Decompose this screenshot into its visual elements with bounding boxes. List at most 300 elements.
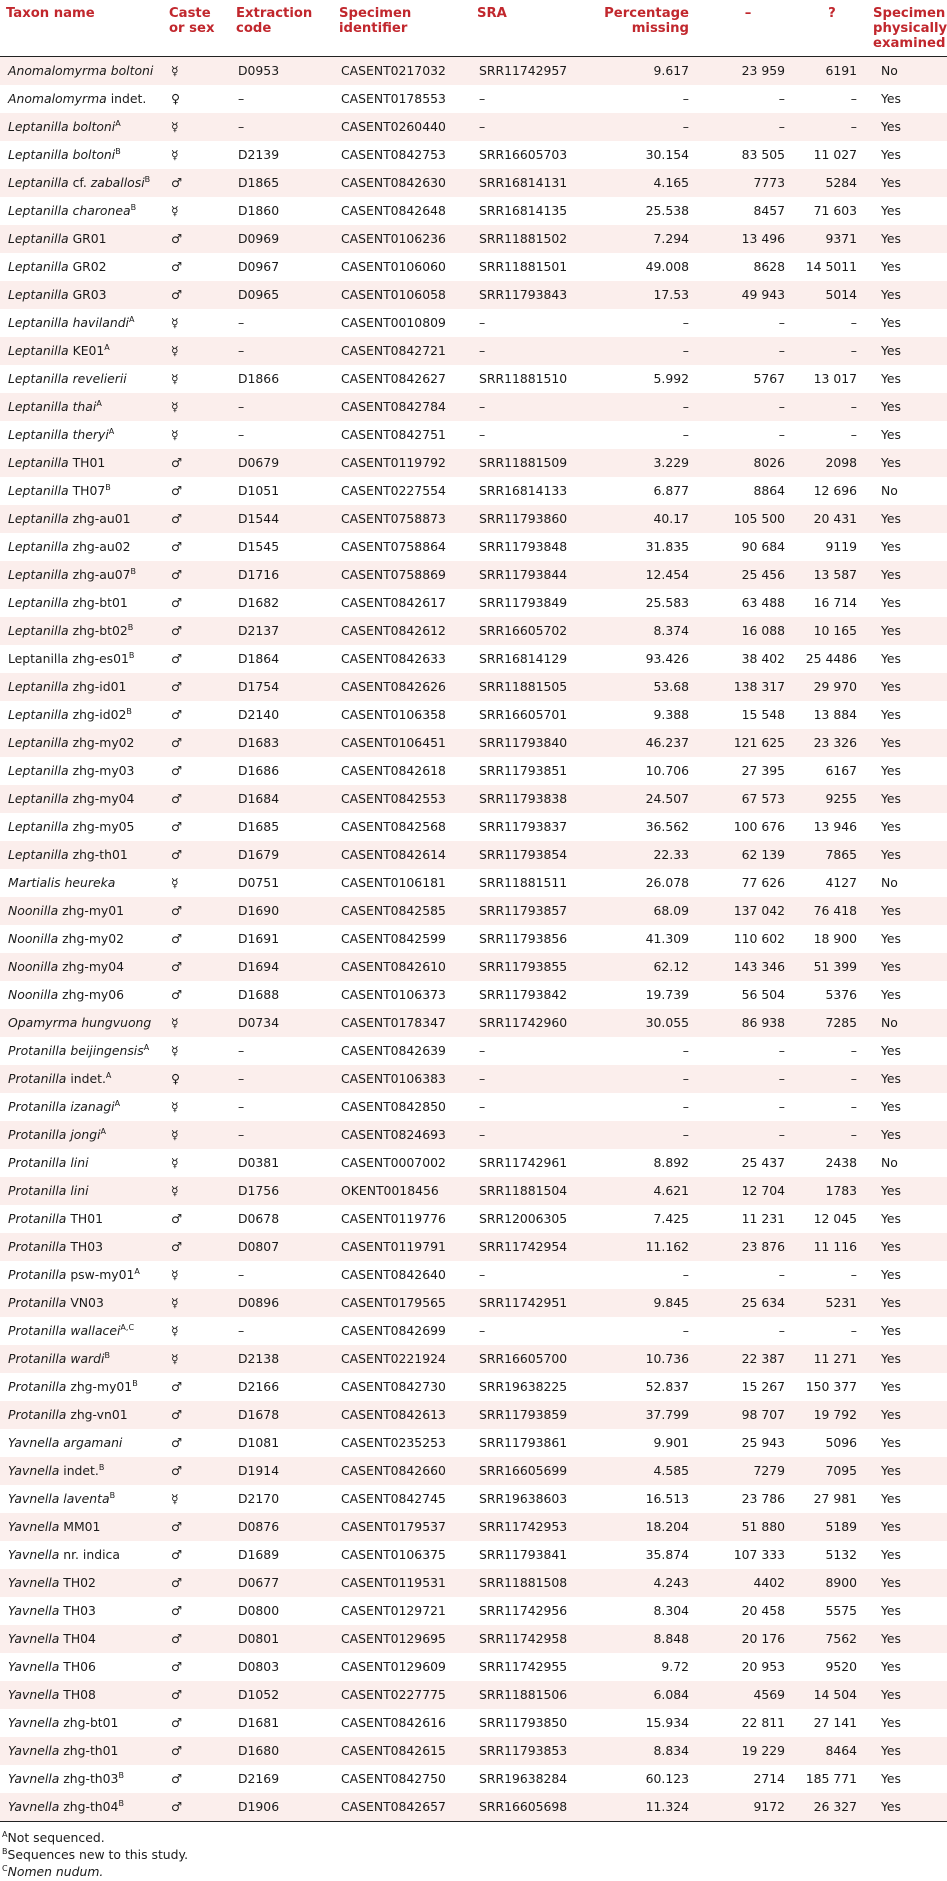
dash-value-cell: 62 139 [699,841,795,869]
caste-sex-cell: ♀ [163,1065,230,1093]
specimen-id-cell: CASENT0007002 [333,1149,471,1177]
specimen-id-cell: CASENT0842633 [333,645,471,673]
footnote-mark: A [2,1829,8,1839]
specimen-id-cell: CASENT0119531 [333,1569,471,1597]
taxon-species: revelierii [72,370,127,386]
percentage-missing-cell: 9.901 [589,1429,699,1457]
dash-value-cell: 25 456 [699,561,795,589]
footnote-mark: C [2,1863,8,1873]
taxon-genus: Protanilla [8,1350,67,1366]
specimen-id-cell: CASENT0758869 [333,561,471,589]
taxon-name-cell [0,813,163,841]
dash-value-cell: 19 229 [699,1737,795,1765]
extraction-code-cell: – [230,393,333,421]
specimen-id-cell: CASENT0129721 [333,1597,471,1625]
extraction-code-cell: D0677 [230,1569,333,1597]
table-row [0,785,947,813]
taxon-genus: Leptanilla [8,566,69,582]
question-value-cell: 5231 [795,1289,867,1317]
dash-value-cell: 100 676 [699,813,795,841]
taxon-code: zhg-bt01 [68,594,128,610]
sra-cell: SRR11881504 [471,1177,589,1205]
dash-value-cell: 67 573 [699,785,795,813]
dash-value-cell: – [699,1037,795,1065]
col-question: ? [795,0,867,56]
caste-sex-cell: ♂ [163,561,230,589]
extraction-code-cell: D1545 [230,533,333,561]
dash-value-cell: 15 548 [699,701,795,729]
extraction-code-cell: D1865 [230,169,333,197]
percentage-missing-cell: 46.237 [589,729,699,757]
sra-cell: – [471,393,589,421]
percentage-missing-cell: 12.454 [589,561,699,589]
question-value-cell: 6167 [795,757,867,785]
extraction-code-cell: D0953 [230,56,333,85]
table-row [0,365,947,393]
taxon-name-cell [0,113,163,141]
examined-cell: Yes [867,141,947,169]
table-row [0,1373,947,1401]
sra-cell: SRR16605700 [471,1345,589,1373]
taxon-code: TH04 [59,1630,96,1646]
taxon-genus: Yavnella [8,1798,60,1814]
percentage-missing-cell: 8.374 [589,617,699,645]
examined-cell: Yes [867,1177,947,1205]
footnote-marker: B [115,146,121,156]
question-value-cell: – [795,337,867,365]
taxon-code: zhg-my03 [68,762,135,778]
taxon-name-cell [0,1513,163,1541]
extraction-code-cell: D0801 [230,1625,333,1653]
examined-cell: Yes [867,645,947,673]
extraction-code-cell: D1544 [230,505,333,533]
footnote-marker: B [132,1378,138,1388]
caste-sex-cell: ♂ [163,1765,230,1793]
taxon-genus: Opamyrma [8,1014,78,1030]
examined-cell: Yes [867,365,947,393]
dash-value-cell: 56 504 [699,981,795,1009]
sra-cell: SRR11793854 [471,841,589,869]
specimen-id-cell: CASENT0842784 [333,393,471,421]
specimen-id-cell: CASENT0842660 [333,1457,471,1485]
question-value-cell: – [795,1261,867,1289]
sra-cell: SRR11742953 [471,1513,589,1541]
table-row [0,56,947,85]
examined-cell: No [867,477,947,505]
taxon-code: zhg-th04 [59,1798,119,1814]
extraction-code-cell: D0969 [230,225,333,253]
dash-value-cell: 8864 [699,477,795,505]
dash-value-cell: 23 959 [699,56,795,85]
taxon-code: indet. [106,90,147,106]
taxon-species: charonea [72,202,131,218]
sra-cell: SRR11793861 [471,1429,589,1457]
taxon-name-cell [0,1569,163,1597]
specimen-id-cell: CASENT0842626 [333,673,471,701]
extraction-code-cell: D0678 [230,1205,333,1233]
caste-sex-cell: ☿ [163,56,230,85]
percentage-missing-cell: 6.084 [589,1681,699,1709]
table-row [0,225,947,253]
specimen-id-cell: CASENT0106181 [333,869,471,897]
caste-sex-cell: ♂ [163,1401,230,1429]
specimen-id-cell: CASENT0842585 [333,897,471,925]
question-value-cell: 5132 [795,1541,867,1569]
caste-sex-cell: ♂ [163,1373,230,1401]
taxon-name-cell [0,897,163,925]
extraction-code-cell: D1914 [230,1457,333,1485]
col-physically-examined: Specimen physically examined [867,0,947,56]
col-taxon-name: Taxon name [0,0,163,56]
examined-cell: Yes [867,1457,947,1485]
sra-cell: – [471,1093,589,1121]
dash-value-cell: 7279 [699,1457,795,1485]
percentage-missing-cell: 15.934 [589,1709,699,1737]
caste-sex-cell: ♂ [163,1681,230,1709]
examined-cell: Yes [867,925,947,953]
table-row [0,1261,947,1289]
percentage-missing-cell: 6.877 [589,477,699,505]
question-value-cell: – [795,1121,867,1149]
specimen-id-cell: CASENT0842617 [333,589,471,617]
sra-cell: – [471,1065,589,1093]
caste-sex-cell: ♂ [163,925,230,953]
taxon-code: GR03 [68,286,107,302]
percentage-missing-cell: 60.123 [589,1765,699,1793]
taxon-genus: Leptanilla [8,762,69,778]
question-value-cell: 5189 [795,1513,867,1541]
caste-sex-cell: ☿ [163,1177,230,1205]
taxon-species: izanagi [70,1098,115,1114]
table-row [0,1457,947,1485]
taxon-genus: Leptanilla [8,706,69,722]
taxon-genus: Yavnella [8,1602,60,1618]
specimen-id-cell: CASENT0842616 [333,1709,471,1737]
caste-sex-cell: ♂ [163,1541,230,1569]
question-value-cell: 4127 [795,869,867,897]
footnote-marker: A [100,1126,106,1136]
question-value-cell: – [795,85,867,113]
caste-sex-cell: ♂ [163,533,230,561]
taxon-name-cell [0,393,163,421]
taxon-species: heureka [64,874,116,890]
caste-sex-cell: ♂ [163,449,230,477]
taxon-code: TH01 [66,1210,103,1226]
dash-value-cell: 4402 [699,1569,795,1597]
question-value-cell: 7285 [795,1009,867,1037]
taxon-name-cell [0,1737,163,1765]
caste-sex-cell: ♂ [163,253,230,281]
taxon-code: zhg-id01 [68,678,127,694]
taxon-genus: Protanilla [8,1126,67,1142]
taxon-genus: Leptanilla [8,846,69,862]
dash-value-cell: 137 042 [699,897,795,925]
caste-sex-cell: ♂ [163,897,230,925]
table-row [0,1429,947,1457]
taxon-genus: Leptanilla [8,426,69,442]
dash-value-cell: – [699,337,795,365]
question-value-cell: 5096 [795,1429,867,1457]
taxon-genus: Leptanilla [8,482,69,498]
examined-cell: Yes [867,281,947,309]
taxon-species: wardi [70,1350,105,1366]
taxon-genus: Leptanilla [8,146,69,162]
col-specimen-identifier: Specimen identifier [333,0,471,56]
percentage-missing-cell: 24.507 [589,785,699,813]
footnote-marker: B [118,1770,124,1780]
specimen-id-cell: CASENT0842615 [333,1737,471,1765]
taxon-qualifier: cf. [68,174,91,190]
specimen-id-cell: CASENT0842610 [333,953,471,981]
sra-cell: SRR16814131 [471,169,589,197]
caste-sex-cell: ♂ [163,1513,230,1541]
taxon-genus: Anomalomyrma [8,62,107,78]
dash-value-cell: – [699,113,795,141]
taxon-name-cell [0,785,163,813]
dash-value-cell: – [699,1261,795,1289]
percentage-missing-cell: 8.834 [589,1737,699,1765]
specimen-id-cell: CASENT0179565 [333,1289,471,1317]
taxon-code: zhg-my05 [68,818,135,834]
table-row [0,1065,947,1093]
examined-cell: Yes [867,813,947,841]
caste-sex-cell: ♂ [163,281,230,309]
taxon-name-cell [0,981,163,1009]
sra-cell: SRR16605699 [471,1457,589,1485]
table-row [0,1653,947,1681]
table-body [0,56,947,1821]
caste-sex-cell: ☿ [163,337,230,365]
question-value-cell: 18 900 [795,925,867,953]
taxon-name-cell [0,1653,163,1681]
percentage-missing-cell: 30.055 [589,1009,699,1037]
taxon-name-cell [0,841,163,869]
specimen-id-cell: CASENT0842721 [333,337,471,365]
taxon-code: zhg-au01 [68,510,131,526]
specimen-id-cell: CASENT0106375 [333,1541,471,1569]
question-value-cell: 9119 [795,533,867,561]
taxon-genus: Yavnella [8,1742,60,1758]
dash-value-cell: 25 437 [699,1149,795,1177]
taxon-name-cell [0,869,163,897]
dash-value-cell: 143 346 [699,953,795,981]
percentage-missing-cell: 30.154 [589,141,699,169]
percentage-missing-cell: 9.388 [589,701,699,729]
caste-sex-cell: ♂ [163,225,230,253]
taxon-genus: Leptanilla [8,538,69,554]
taxon-genus: Protanilla [8,1238,67,1254]
extraction-code-cell: D1081 [230,1429,333,1457]
sra-cell: SRR11793853 [471,1737,589,1765]
table-row [0,617,947,645]
taxon-genus: Martialis [8,874,61,890]
taxon-name-cell [0,1149,163,1177]
percentage-missing-cell: 4.165 [589,169,699,197]
extraction-code-cell: D2170 [230,1485,333,1513]
percentage-missing-cell: – [589,1121,699,1149]
taxon-genus: Yavnella [8,1490,60,1506]
specimen-id-cell: CASENT0842699 [333,1317,471,1345]
question-value-cell: – [795,113,867,141]
footnote-mark: B [2,1846,8,1856]
taxon-genus: Leptanilla [8,202,69,218]
taxon-species: beijingensis [70,1042,144,1058]
examined-cell: Yes [867,505,947,533]
table-row [0,897,947,925]
table-row [0,1345,947,1373]
extraction-code-cell: D0800 [230,1597,333,1625]
taxon-code: TH03 [66,1238,103,1254]
extraction-code-cell: – [230,1093,333,1121]
percentage-missing-cell: 62.12 [589,953,699,981]
dash-value-cell: 5767 [699,365,795,393]
question-value-cell: 2098 [795,449,867,477]
sra-cell: SRR11793859 [471,1401,589,1429]
percentage-missing-cell: – [589,1261,699,1289]
taxon-name-text: Leptanilla zhg-es01 [8,650,129,666]
examined-cell: Yes [867,1261,947,1289]
taxon-genus: Leptanilla [8,454,69,470]
dash-value-cell: 2714 [699,1765,795,1793]
taxon-name-cell [0,1485,163,1513]
caste-sex-cell: ♂ [163,953,230,981]
taxon-code: zhg-id02 [68,706,127,722]
caste-sex-cell: ♂ [163,1653,230,1681]
taxon-name-cell [0,1401,163,1429]
table-row [0,113,947,141]
question-value-cell: 9371 [795,225,867,253]
dash-value-cell: 22 387 [699,1345,795,1373]
specimen-id-cell: CASENT0842751 [333,421,471,449]
footnote-marker: B [127,622,134,632]
footnote-marker: A [129,314,135,324]
examined-cell: Yes [867,449,947,477]
specimen-id-cell: CASENT0842613 [333,1401,471,1429]
caste-sex-cell: ♂ [163,701,230,729]
percentage-missing-cell: 9.617 [589,56,699,85]
table-row [0,253,947,281]
taxon-genus: Leptanilla [8,370,69,386]
percentage-missing-cell: – [589,85,699,113]
footnote-marker: A [134,1266,140,1276]
taxon-code: zhg-my01 [58,902,125,918]
sra-cell: SRR11742961 [471,1149,589,1177]
dash-value-cell: 4569 [699,1681,795,1709]
caste-sex-cell: ☿ [163,141,230,169]
taxon-name-cell [0,141,163,169]
examined-cell: Yes [867,113,947,141]
percentage-missing-cell: 7.425 [589,1205,699,1233]
examined-cell: Yes [867,393,947,421]
extraction-code-cell: D2137 [230,617,333,645]
extraction-code-cell: – [230,113,333,141]
caste-sex-cell: ♂ [163,645,230,673]
examined-cell: Yes [867,1485,947,1513]
question-value-cell: 8900 [795,1569,867,1597]
caste-sex-cell: ♂ [163,673,230,701]
taxon-name-cell [0,645,163,673]
percentage-missing-cell: – [589,337,699,365]
taxon-name-cell [0,1205,163,1233]
question-value-cell: 12 045 [795,1205,867,1233]
question-value-cell: 20 431 [795,505,867,533]
extraction-code-cell: D1756 [230,1177,333,1205]
sra-cell: SRR16605703 [471,141,589,169]
sra-cell: – [471,1317,589,1345]
percentage-missing-cell: 31.835 [589,533,699,561]
caste-sex-cell: ☿ [163,197,230,225]
table-row [0,477,947,505]
taxon-code: zhg-my04 [58,958,125,974]
percentage-missing-cell: 26.078 [589,869,699,897]
caste-sex-cell: ♂ [163,1597,230,1625]
specimen-id-cell: CASENT0842648 [333,197,471,225]
extraction-code-cell: D1686 [230,757,333,785]
dash-value-cell: – [699,309,795,337]
taxon-species: thai [72,398,97,414]
specimen-id-cell: CASENT0842639 [333,1037,471,1065]
taxon-code: zhg-th01 [59,1742,119,1758]
question-value-cell: 12 696 [795,477,867,505]
table-row [0,309,947,337]
specimen-id-cell: CASENT0842599 [333,925,471,953]
taxon-genus: Anomalomyrma [8,90,107,106]
sra-cell: SRR16814135 [471,197,589,225]
specimen-id-cell: CASENT0842640 [333,1261,471,1289]
percentage-missing-cell: 35.874 [589,1541,699,1569]
examined-cell: Yes [867,701,947,729]
taxon-species: havilandi [72,314,129,330]
dash-value-cell: 23 786 [699,1485,795,1513]
percentage-missing-cell: 53.68 [589,673,699,701]
dash-value-cell: 20 953 [699,1653,795,1681]
footnote-marker: A [114,1098,121,1108]
caste-sex-cell: ♂ [163,729,230,757]
percentage-missing-cell: 25.583 [589,589,699,617]
taxon-name-cell [0,1793,163,1822]
sra-cell: – [471,1121,589,1149]
taxon-name-cell [0,1681,163,1709]
specimen-id-cell: CASENT0106451 [333,729,471,757]
sra-cell: SRR11793850 [471,1709,589,1737]
taxon-name-cell [0,1261,163,1289]
question-value-cell: 19 792 [795,1401,867,1429]
specimen-id-cell: CASENT0179537 [333,1513,471,1541]
taxon-name-cell [0,1317,163,1345]
taxon-name-cell [0,1065,163,1093]
specimen-id-cell: CASENT0842614 [333,841,471,869]
table-row [0,1317,947,1345]
extraction-code-cell: – [230,309,333,337]
table-row [0,925,947,953]
taxon-name-cell [0,729,163,757]
examined-cell: Yes [867,1793,947,1822]
examined-cell: Yes [867,1541,947,1569]
table-row [0,1681,947,1709]
taxon-code: zhg-my01 [66,1378,133,1394]
extraction-code-cell: D2140 [230,701,333,729]
extraction-code-cell: D0896 [230,1289,333,1317]
specimen-id-cell: CASENT0758864 [333,533,471,561]
question-value-cell: 29 970 [795,673,867,701]
question-value-cell: 5014 [795,281,867,309]
sra-cell: SRR11793857 [471,897,589,925]
question-value-cell: 23 326 [795,729,867,757]
taxon-genus: Noonilla [8,986,59,1002]
taxon-genus: Protanilla [8,1322,67,1338]
footnote-marker: B [128,650,135,660]
extraction-code-cell: D1679 [230,841,333,869]
